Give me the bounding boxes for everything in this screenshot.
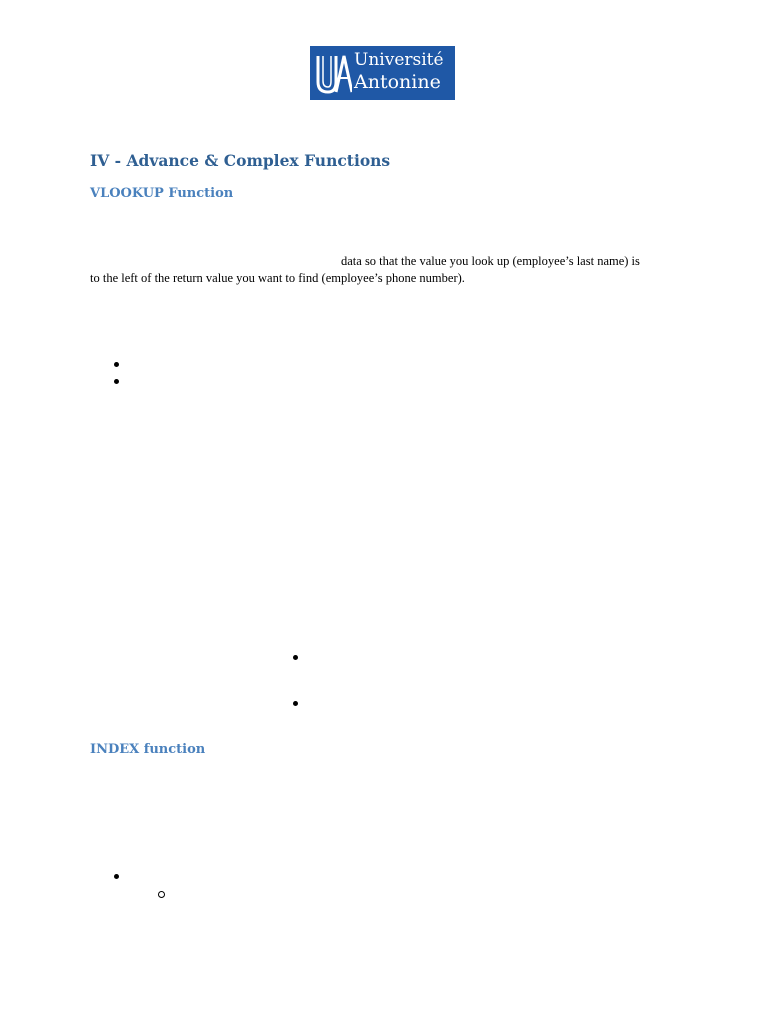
university-logo [310, 46, 455, 100]
vlookup-paragraph-line2: to the left of the return value you want to find (employee’s phone number). [90, 271, 465, 285]
logo-text-line2: Antonine [354, 71, 441, 93]
sub-bullet-point [158, 891, 165, 898]
vlookup-heading: VLOOKUP Function [90, 186, 234, 201]
bullet-point [114, 379, 119, 384]
bullet-point [293, 701, 298, 706]
bullet-point [114, 362, 119, 367]
logo-text-line1: Université [354, 50, 444, 70]
section-title: IV - Advance & Complex Functions [90, 151, 391, 170]
index-heading: INDEX function [90, 742, 206, 757]
university-monogram-icon [314, 50, 352, 96]
vlookup-paragraph-line1: data so that the value you look up (employee’s last name) is [341, 254, 640, 268]
bullet-point [114, 874, 119, 879]
bullet-point [293, 655, 298, 660]
